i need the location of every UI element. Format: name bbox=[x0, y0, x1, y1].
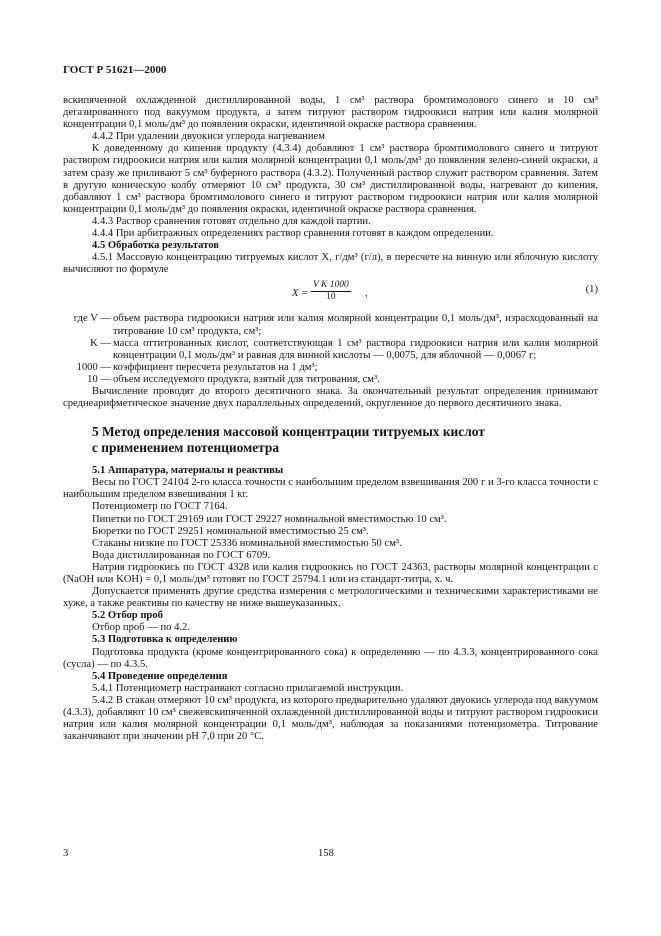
paragraph: вскипяченной охлажденной дистиллированной воды, 1 см³ раствора бромтимолового синего и 10 см³ дегазированного под вакуумом продукта, а затем титруют раствором гидроокиси натрия или калия молярной концентрации 0,1 моль/дм³ до появления окраски, идентичной окраске раствора сравнения. bbox=[63, 95, 598, 131]
subclause-4-4-2: 4.4.2 При удалении двуокиси углерода нагреванием bbox=[92, 131, 325, 143]
paragraph: К доведенному до кипения продукту (4.3.4) добавляют 1 см³ раствора бромтимолового синего и титруют раствором гидроокиси натрия или калия молярной концентрации 0,1 моль/дм³ до появления зелено-синей окраски, а затем сразу же приливают 5 см³ буферного раствора (4.3.2). Полученный раствор служит раствором сравнения. Затем в другую коническую колбу отмеряют 10 см³ продукта, 30 см³ дистиллированной воды, нагревают до кипения, добавляют 1 см³ раствора бромтимолового синего и титруют раствором гидроокиси натрия или калия молярной концентрации 0,1 моль/дм³ до появления окраски, идентичной окраске раствора сравнения. bbox=[63, 143, 598, 215]
subclause-4-5-1: 4.5.1 Массовую концентрацию титруемых кислот X, г/дм³ (г/л), в пересчете на винную или яблочную кислоту вычисляют по формуле bbox=[63, 252, 598, 276]
heading-4-5: 4.5 Обработка результатов bbox=[92, 240, 219, 252]
formula-lhs: X = bbox=[292, 288, 309, 300]
paragraph: Натрия гидроокись по ГОСТ 4328 или калия гидроокись по ГОСТ 24363, растворы молярной концентрации c (NaOH или KOH) = 0,1 моль/дм³ готовят по ГОСТ 25794.1 или из стандарт-титра, х. ч. bbox=[63, 561, 598, 585]
paragraph: Потенциометр по ГОСТ 7164. bbox=[92, 501, 228, 513]
paragraph: 5.4.1 Потенциометр настраивают согласно прилагаемой инструкции. bbox=[92, 682, 404, 694]
legend-symbol: где V — bbox=[73, 313, 111, 325]
subclause-4-4-3: 4.4.3 Раствор сравнения готовят отдельно для каждой партии. bbox=[92, 215, 371, 227]
formula-number: (1) bbox=[585, 284, 598, 296]
paragraph: Вода дистиллированная по ГОСТ 6709. bbox=[92, 549, 271, 561]
heading-5-2: 5.2 Отбор проб bbox=[92, 610, 163, 622]
document-header: ГОСТ Р 51621—2000 bbox=[63, 64, 167, 76]
page-number-center: 158 bbox=[318, 848, 334, 859]
heading-5-3: 5.3 Подготовка к определению bbox=[92, 634, 238, 646]
formula-comma: , bbox=[365, 288, 368, 300]
variable-legend bbox=[63, 313, 598, 386]
paragraph: Вычисление проводят до второго десятичного знака. За окончательный результат определения принимают среднеарифметическое значение двух параллельных определений, округленное до первого десятичного знака. bbox=[63, 385, 598, 410]
legend-symbol: 10 — bbox=[87, 373, 111, 385]
paragraph: Подготовка продукта (кроме концентрированного сока) к определению — по 4.3.3, концентрированного сока (сусла) — по 4.3.5. bbox=[63, 646, 598, 670]
paragraph: Отбор проб — по 4.2. bbox=[92, 622, 190, 634]
section-title-line: с применением потенциометра bbox=[92, 440, 280, 456]
paragraph: 5.4.2 В стакан отмеряют 10 см³ продукта, из которого предварительно удаляют двуокись углерода под вакуумом (4.3.3), добавляют 10 см³ свежевскипяченной охлажденной дистиллированной воды и титруют раствором гидроокиси натрия или калия молярной концентрации 0,1 моль/дм³, наблюдая за показаниями потенциометра. Титрование заканчивают при значении pH 7,0 при 20 °С. bbox=[63, 694, 598, 743]
page-content bbox=[63, 95, 598, 743]
paragraph: Стаканы низкие по ГОСТ 25336 номинальной вместимостью 50 см³. bbox=[92, 537, 402, 549]
heading-5-1: 5.1 Аппаратура, материалы и реактивы bbox=[92, 465, 284, 477]
legend-text: объем исследуемого продукта, взятый для титрования, см³. bbox=[113, 373, 380, 385]
paragraph: Весы по ГОСТ 24104 2-го класса точности с наибольшим пределом взвешивания 200 г и 3-го класса точности с наибольшим пределом взвешивания 1 кг. bbox=[63, 477, 598, 501]
formula-fraction bbox=[311, 280, 351, 303]
paragraph: Допускается применять другие средства измерения с метрологическими и техническими характеристиками не хуже, а также реактивы по качеству не ниже вышеуказанных. bbox=[63, 586, 598, 610]
legend-text: масса оттитрованных кислот, соответствующая 1 см³ раствора гидроокиси натрия или калия молярной концентрации 0,1 моль/дм³ и равная для винной кислоты — 0,0075, для яблочной — 0,0067 г; bbox=[113, 337, 598, 361]
heading-5-4: 5.4 Проведение определения bbox=[92, 670, 228, 682]
legend-symbol: K — bbox=[90, 337, 111, 349]
formula-numerator: V K 1000 bbox=[313, 280, 349, 291]
page-number-left: 3 bbox=[63, 848, 69, 859]
formula-denominator: 10 bbox=[326, 292, 336, 303]
paragraph: Бюретки по ГОСТ 29251 номинальной вместимостью 25 см³. bbox=[92, 525, 369, 537]
formula-1 bbox=[63, 279, 598, 309]
legend-text: коэффициент пересчета результатов на 1 дм³; bbox=[113, 361, 318, 373]
paragraph: Пипетки по ГОСТ 29169 или ГОСТ 29227 номинальной вместимостью 10 см³. bbox=[92, 513, 447, 525]
section-5-title bbox=[92, 424, 598, 456]
subclause-4-4-4: 4.4.4 При арбитражных определениях раствор сравнения готовят в каждом определении. bbox=[92, 228, 494, 240]
legend-text: объем раствора гидроокиси натрия или калия молярной концентрации 0,1 моль/дм³, израсходованный на титрование 10 см³ продукта, см³; bbox=[113, 313, 598, 337]
legend-symbol: 1000 — bbox=[76, 361, 111, 373]
section-title-line: 5 Метод определения массовой концентрации титруемых кислот bbox=[92, 424, 485, 440]
